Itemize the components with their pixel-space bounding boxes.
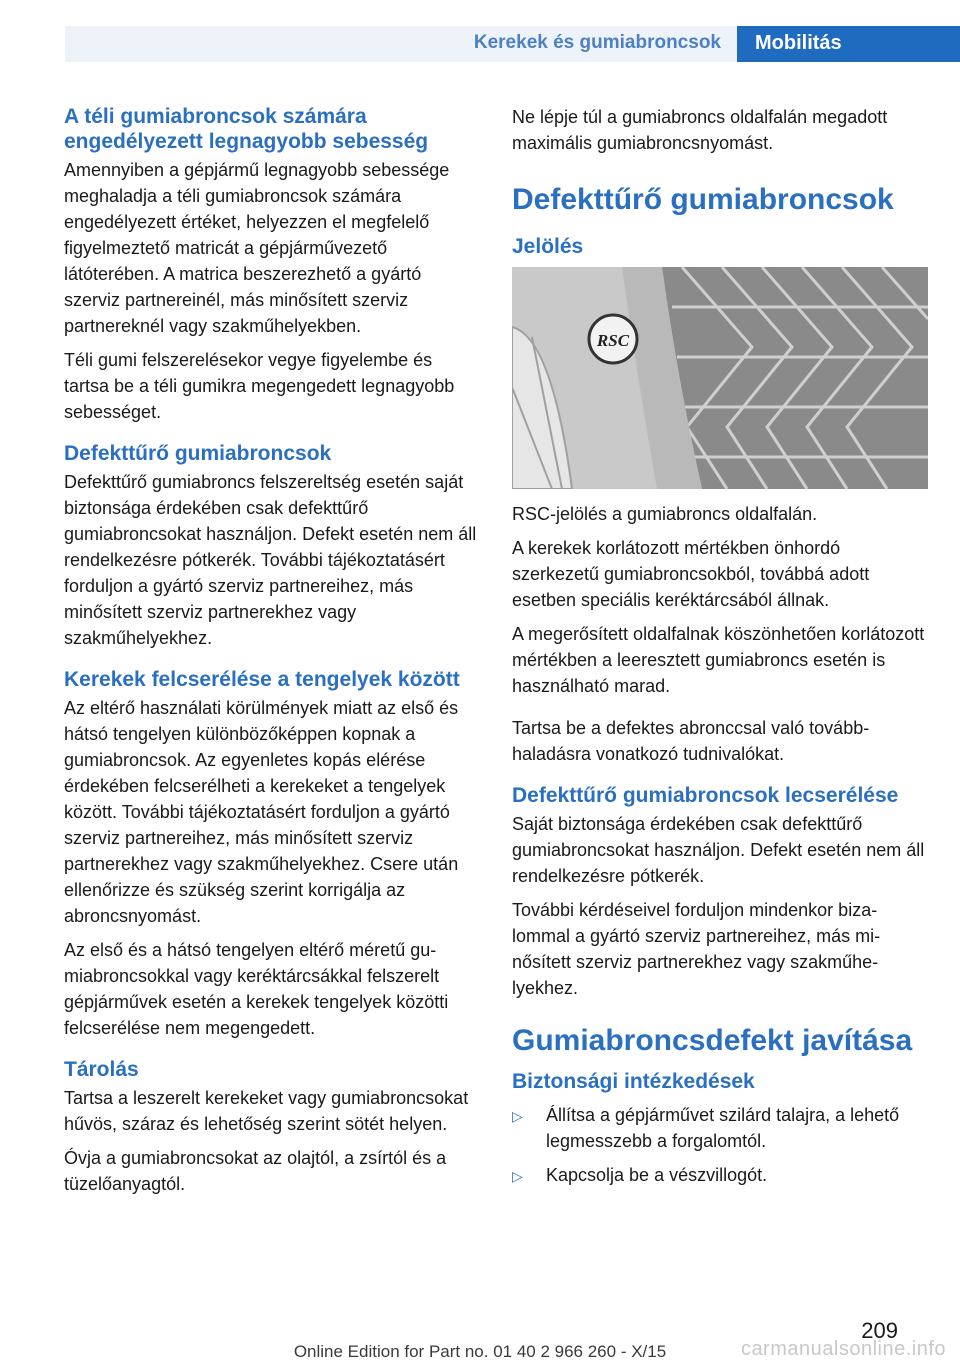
header-chapter-tab: Mobilitás	[737, 26, 960, 62]
paragraph-winter-speed-2: Téli gumi felszerelésekor vegye figyelembe és tartsa be a téli gumikra megengedett legnagyobb sebességet.	[64, 350, 455, 422]
paragraph-replace-2: További kérdéseivel forduljon mindenkor bizalommal a gyártó szerviz partnereihez, más minősített szerviz partnerekhez vagy szakműhelyekhez.	[512, 900, 881, 998]
paragraph-max-pressure: Ne lépje túl a gumiabroncs oldalfalán megadott maximális gumiabroncsnyomást.	[512, 107, 888, 153]
heading-storage: Tárolás	[64, 1058, 139, 1081]
bullet-item	[512, 1162, 928, 1189]
header-section-title: Kerekek és gumiabroncsok	[65, 26, 737, 62]
tire-illustration	[512, 267, 928, 489]
watermark: carmanualsonline.info	[740, 1338, 946, 1360]
paragraph-wheel-swap-1: Az eltérő használati körülmények miatt az első és hátsó tengelyen különbözőképpen kopnak a gumiabroncsok. Az egyenletes kopás elérése érdekében felcserélheti a kerekeket a tengelyek között. További tájékoztatásért forduljon a gyártó szerviz partnereihez, más minősített szerviz partnerekhez vagy szakműhelyekhez. Csere után ellenőrizze és szükség szerint korrigálja az abroncsnyomást.	[64, 698, 459, 926]
paragraph-replace-1: Saját biztonsága érdekében csak defekttűrő gumiabroncsokat használjon. Defekt esetén nem áll rendelkezésre pótkerék.	[512, 814, 925, 886]
heading-replace-runflat: Defekttűrő gumiabroncsok lecserélése	[512, 784, 899, 807]
tire-rsc-figure	[512, 267, 928, 489]
bullet-item	[512, 1102, 928, 1154]
triangle-bullet-icon: ▷	[512, 1108, 523, 1124]
paragraph-wheel-swap-2: Az első és a hátsó tengelyen eltérő méretű gumiabroncsokkal vagy keréktárcsákkal felszerelt gépjárművek esetén a kerekek tengelyek közötti felcserélése nem megengedett.	[64, 940, 449, 1038]
heading-safety: Biztonsági intézkedések	[512, 1070, 755, 1093]
right-column	[512, 104, 928, 1197]
left-column	[64, 104, 480, 1205]
page-header	[65, 26, 960, 62]
triangle-bullet-icon: ▷	[512, 1168, 523, 1184]
section-title-runflat: Defekttűrő gumiabroncsok	[512, 183, 894, 216]
paragraph-storage-2: Óvja a gumiabroncsokat az olajtól, a zsírtól és a tüzelőanyagtól.	[64, 1148, 447, 1194]
bullet-text: Kapcsolja be a vészvillogót.	[546, 1165, 768, 1185]
heading-marking: Jelölés	[512, 235, 584, 258]
bullet-text: Állítsa a gépjárművet szilárd talajra, a lehető legmesszebb a forgalomtól.	[546, 1105, 900, 1151]
heading-runflat-tires: Defekttűrő gumiabroncsok	[64, 442, 332, 465]
section-title-repair: Gumiabroncsdefekt javítása	[512, 1024, 913, 1057]
heading-winter-speed: A téli gumiabroncsok számára engedélyezett legnagyobb sebesség	[64, 105, 429, 153]
paragraph-sidewall: A megerősített oldalfalnak köszönhetően korlátozott mértékben a leeresztett gumiabroncs esetén is használható marad.	[512, 624, 925, 696]
footer-edition: Online Edition for Part no. 01 40 2 966 260 - X/15	[293, 1342, 667, 1361]
paragraph-notes: Tartsa be a defektes abronccsal való továbbhaladásra vonatkozó tudnivalókat.	[512, 718, 870, 764]
paragraph-storage-1: Tartsa a leszerelt kerekeket vagy gumiabroncsokat hűvös, száraz és lehetőség szerint sötét helyen.	[64, 1088, 469, 1134]
paragraph-winter-speed-1: Amennyiben a gépjármű legnagyobb sebessége meghaladja a téli gumiabroncsok számára engedélyezett értéket, helyezzen el megfelelő figyelmeztető matricát a gépjárművezető látóterében. A matrica beszerezhető a gyártó szerviz partnereinél, más minősített szerviz partnereknél vagy szakműhelyekben.	[64, 160, 450, 336]
rsc-logo-text: RSC	[596, 331, 630, 350]
page-number: 209	[861, 1318, 898, 1343]
heading-wheel-swap: Kerekek felcserélése a tengelyek között	[64, 668, 460, 691]
figure-caption: RSC-jelölés a gumiabroncs oldalfalán.	[512, 504, 818, 524]
paragraph-runflat-tires: Defekttűrő gumiabroncs felszereltség esetén saját biztonsága érdekében csak defekttűrő gumiabroncsokat használjon. Defekt esetén nem áll rendelkezésre pótkerék. További tájékoztatásért forduljon a gyártó szerviz partnereihez, más minősített szerviz partnerekhez vagy szakműhelyekhez.	[64, 472, 477, 648]
paragraph-wheels: A kerekek korlátozott mértékben önhordó szerkezetű gumiabroncsokból, továbbá adott esetben speciális keréktárcsából állnak.	[512, 538, 870, 610]
